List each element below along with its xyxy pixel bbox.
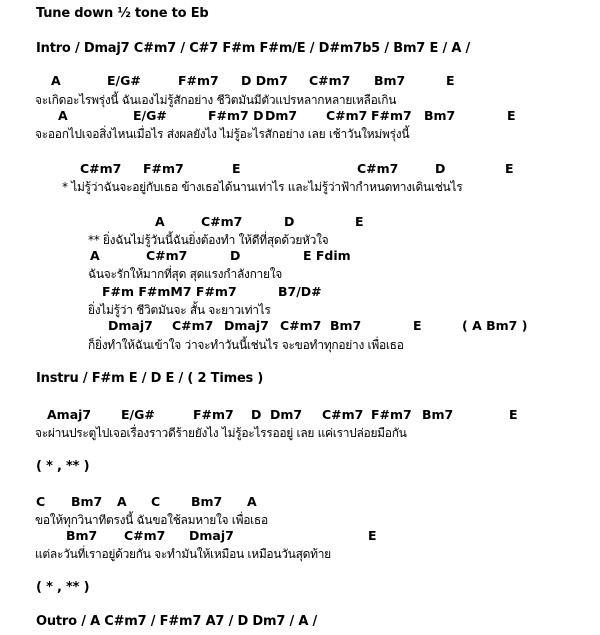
instru-chords: Instru / F#m E / D E / ( 2 Times ) xyxy=(36,371,264,386)
chord: C#m7 xyxy=(124,528,166,543)
chord: D xyxy=(435,161,446,176)
chord: A xyxy=(117,494,127,509)
chord: F#m7 D xyxy=(208,108,264,123)
chord: F#m7 xyxy=(178,73,219,88)
chord: D xyxy=(230,248,241,263)
lyric-line: * ไม่รู้ว่าฉันจะอยู่กับเธอ ข้างเธอได้นานเท่าไร และไม่รู้ว่าฟ้ากำหนดทางเดินเช่นไร xyxy=(62,180,463,194)
chord: A xyxy=(155,214,165,229)
chord: Dm7 xyxy=(265,108,298,123)
lyric-line: ** ยิ่งฉันไม่รู้วันนี้ฉันยิ่งต้องทำ ให้ดีที่สุดด้วยหัวใจ xyxy=(88,233,329,247)
chord: Bm7 xyxy=(191,494,223,509)
chord: Amaj7 xyxy=(47,407,92,422)
chord: Bm7 xyxy=(71,494,103,509)
intro-chords: Intro / Dmaj7 C#m7 / C#7 F#m F#m/E / D#m7b5 / Bm7 E / A / xyxy=(36,41,471,56)
chord: D xyxy=(251,407,262,422)
chord: C#m7 xyxy=(357,161,399,176)
chord: E xyxy=(368,528,377,543)
chord: E xyxy=(505,161,514,176)
chord: C#m7 xyxy=(172,318,214,333)
chord: A xyxy=(51,73,61,88)
chord: Dmaj7 xyxy=(189,528,234,543)
lyric-line: แต่ละวันที่เราอยู่ด้วยกัน จะทำมันให้เหมือน เหมือนวันสุดท้าย xyxy=(35,547,331,561)
chord: C xyxy=(36,494,46,509)
chord: F#m7 xyxy=(371,108,412,123)
chord: F#m7 xyxy=(143,161,184,176)
chord: E/G# xyxy=(107,73,141,88)
chord: C#m7 xyxy=(326,108,368,123)
repeat-marker: ( * , ** ) xyxy=(36,580,90,595)
tuning-note: Tune down ½ tone to Eb xyxy=(36,6,209,21)
chord: E/G# xyxy=(121,407,155,422)
lyric-line: จะออกไปเจอสิ่งไหนเมื่อไร ส่งผลยังไง ไม่รู้อะไรสักอย่าง เลย เช้าวันใหม่พรุ่งนี้ xyxy=(35,127,410,141)
outro-chords: Outro / A C#m7 / F#m7 A7 / D Dm7 / A / xyxy=(36,614,318,629)
chord: E/G# xyxy=(133,108,167,123)
chord: E xyxy=(355,214,364,229)
lyric-line: ยิ่งไม่รู้ว่า ชีวิตมันจะ สั้น จะยาวเท่าไร xyxy=(88,303,271,317)
chord: E xyxy=(507,108,516,123)
chord: ( A Bm7 ) xyxy=(462,318,528,333)
chord: E Fdim xyxy=(303,248,351,263)
chord: C#m7 xyxy=(146,248,188,263)
chord: D Dm7 xyxy=(241,73,288,88)
chord: Dmaj7 xyxy=(224,318,269,333)
chord: Bm7 xyxy=(424,108,456,123)
chord: E xyxy=(232,161,241,176)
chord: E xyxy=(413,318,422,333)
chord: E xyxy=(509,407,518,422)
chord: Bm7 xyxy=(374,73,406,88)
chord: A xyxy=(58,108,68,123)
chord: Bm7 xyxy=(330,318,362,333)
chord: Dm7 xyxy=(270,407,303,422)
chord: Bm7 xyxy=(66,528,98,543)
chord: C#m7 xyxy=(322,407,364,422)
chord: Bm7 xyxy=(422,407,454,422)
chord: F#m7 xyxy=(371,407,412,422)
chord: D xyxy=(284,214,295,229)
lyric-line: จะเกิดอะไรพรุ่งนี้ ฉันเองไม่รู้สักอย่าง ชีวิตมันมีตัวแปรหลากหลายเหลือเกิน xyxy=(35,93,397,107)
chord: Dmaj7 xyxy=(108,318,153,333)
chord: C xyxy=(151,494,161,509)
chord: C#m7 xyxy=(201,214,243,229)
repeat-marker: ( * , ** ) xyxy=(36,459,90,474)
chord: A xyxy=(90,248,100,263)
lyric-line: จะผ่านประตูไปเจอเรื่องราวดีร้ายยังไง ไม่รู้อะไรรออยู่ เลย แค่เราปล่อยมือกัน xyxy=(35,426,407,440)
chord: C#m7 xyxy=(309,73,351,88)
lyric-line: ก็ยิ่งทำให้ฉันเข้าใจ ว่าจะทำวันนี้เช่นไร จะขอทำทุกอย่าง เพื่อเธอ xyxy=(88,338,404,352)
chord: C#m7 xyxy=(80,161,122,176)
chord: B7/D# xyxy=(278,284,322,299)
chord: A xyxy=(247,494,257,509)
chord: E xyxy=(446,73,455,88)
chord: F#m F#mM7 F#m7 xyxy=(102,284,237,299)
lyric-line: ขอให้ทุกวินาทีตรงนี้ ฉันขอใช้ลมหายใจ เพื่อเธอ xyxy=(35,513,268,527)
chord: F#m7 xyxy=(193,407,234,422)
lyric-line: ฉันจะรักให้มากที่สุด สุดแรงกำลังกายใจ xyxy=(88,267,282,281)
chord: C#m7 xyxy=(280,318,322,333)
